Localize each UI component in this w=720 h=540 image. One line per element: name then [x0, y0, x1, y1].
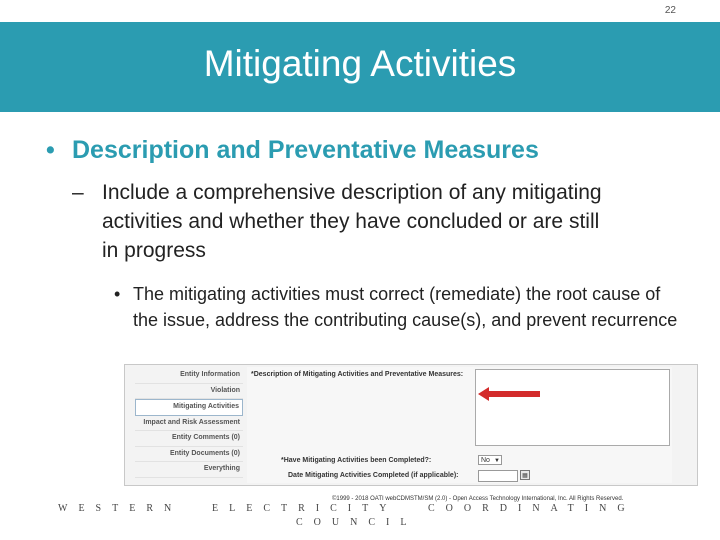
- description-label: *Description of Mitigating Activities and Preventative Measures:: [251, 371, 464, 378]
- calendar-icon[interactable]: ▦: [520, 470, 530, 480]
- screenshot-nav: [135, 368, 243, 478]
- nav-item-everything[interactable]: Everything: [135, 462, 243, 478]
- bullet-dot-icon: •: [114, 284, 121, 304]
- description-textarea[interactable]: [475, 369, 670, 446]
- copyright-notice: ©1999 - 2018 OATI webCDMSTM/SM (2.0) - Open Access Technology International, Inc. All Rights Reserved.: [332, 496, 624, 502]
- bullet-level2-text: Include a comprehensive description of any mitigating activities and whether they have concluded or are still in progress: [102, 181, 602, 262]
- form-area: [247, 367, 672, 483]
- title-banner: [0, 22, 720, 112]
- bullet-dot-icon: •: [46, 136, 55, 164]
- bullet-level3-text: The mitigating activities must correct (remediate) the root cause of the issue, address the contributing cause(s), and prevent recurrence: [133, 284, 678, 330]
- footer-word-western: WESTERN: [58, 503, 183, 514]
- footer-word-coordinating: COORDINATING: [428, 503, 636, 514]
- date-label: Date Mitigating Activities Completed (if applicable):: [288, 472, 459, 479]
- footer-word-electricity: ELECTRICITY: [212, 503, 398, 514]
- completed-label: *Have Mitigating Activities been Completed?:: [281, 457, 432, 464]
- nav-item-entity-information[interactable]: Entity Information: [135, 368, 243, 384]
- nav-item-entity-documents[interactable]: Entity Documents (0): [135, 447, 243, 463]
- nav-item-violation[interactable]: Violation: [135, 384, 243, 400]
- arrow-icon: [478, 386, 540, 402]
- slide-title: Mitigating Activities: [203, 43, 517, 84]
- completed-select[interactable]: [478, 455, 502, 465]
- bullet-level1-text: Description and Preventative Measures: [72, 136, 539, 164]
- nav-item-entity-comments[interactable]: Entity Comments (0): [135, 431, 243, 447]
- app-screenshot: [124, 364, 698, 486]
- page-number: 22: [664, 5, 676, 16]
- completed-select-value: No: [481, 457, 490, 464]
- bullet-level2: [72, 178, 612, 265]
- footer-word-council: COUNCIL: [296, 517, 418, 528]
- chevron-down-icon: ▼: [494, 458, 500, 464]
- bullet-level1: [46, 136, 539, 165]
- nav-item-mitigating-activities[interactable]: Mitigating Activities: [135, 399, 243, 416]
- date-input[interactable]: [478, 470, 518, 482]
- nav-item-impact-risk[interactable]: Impact and Risk Assessment: [135, 416, 243, 432]
- bullet-dash-icon: –: [72, 181, 84, 204]
- bullet-level3: [114, 281, 689, 333]
